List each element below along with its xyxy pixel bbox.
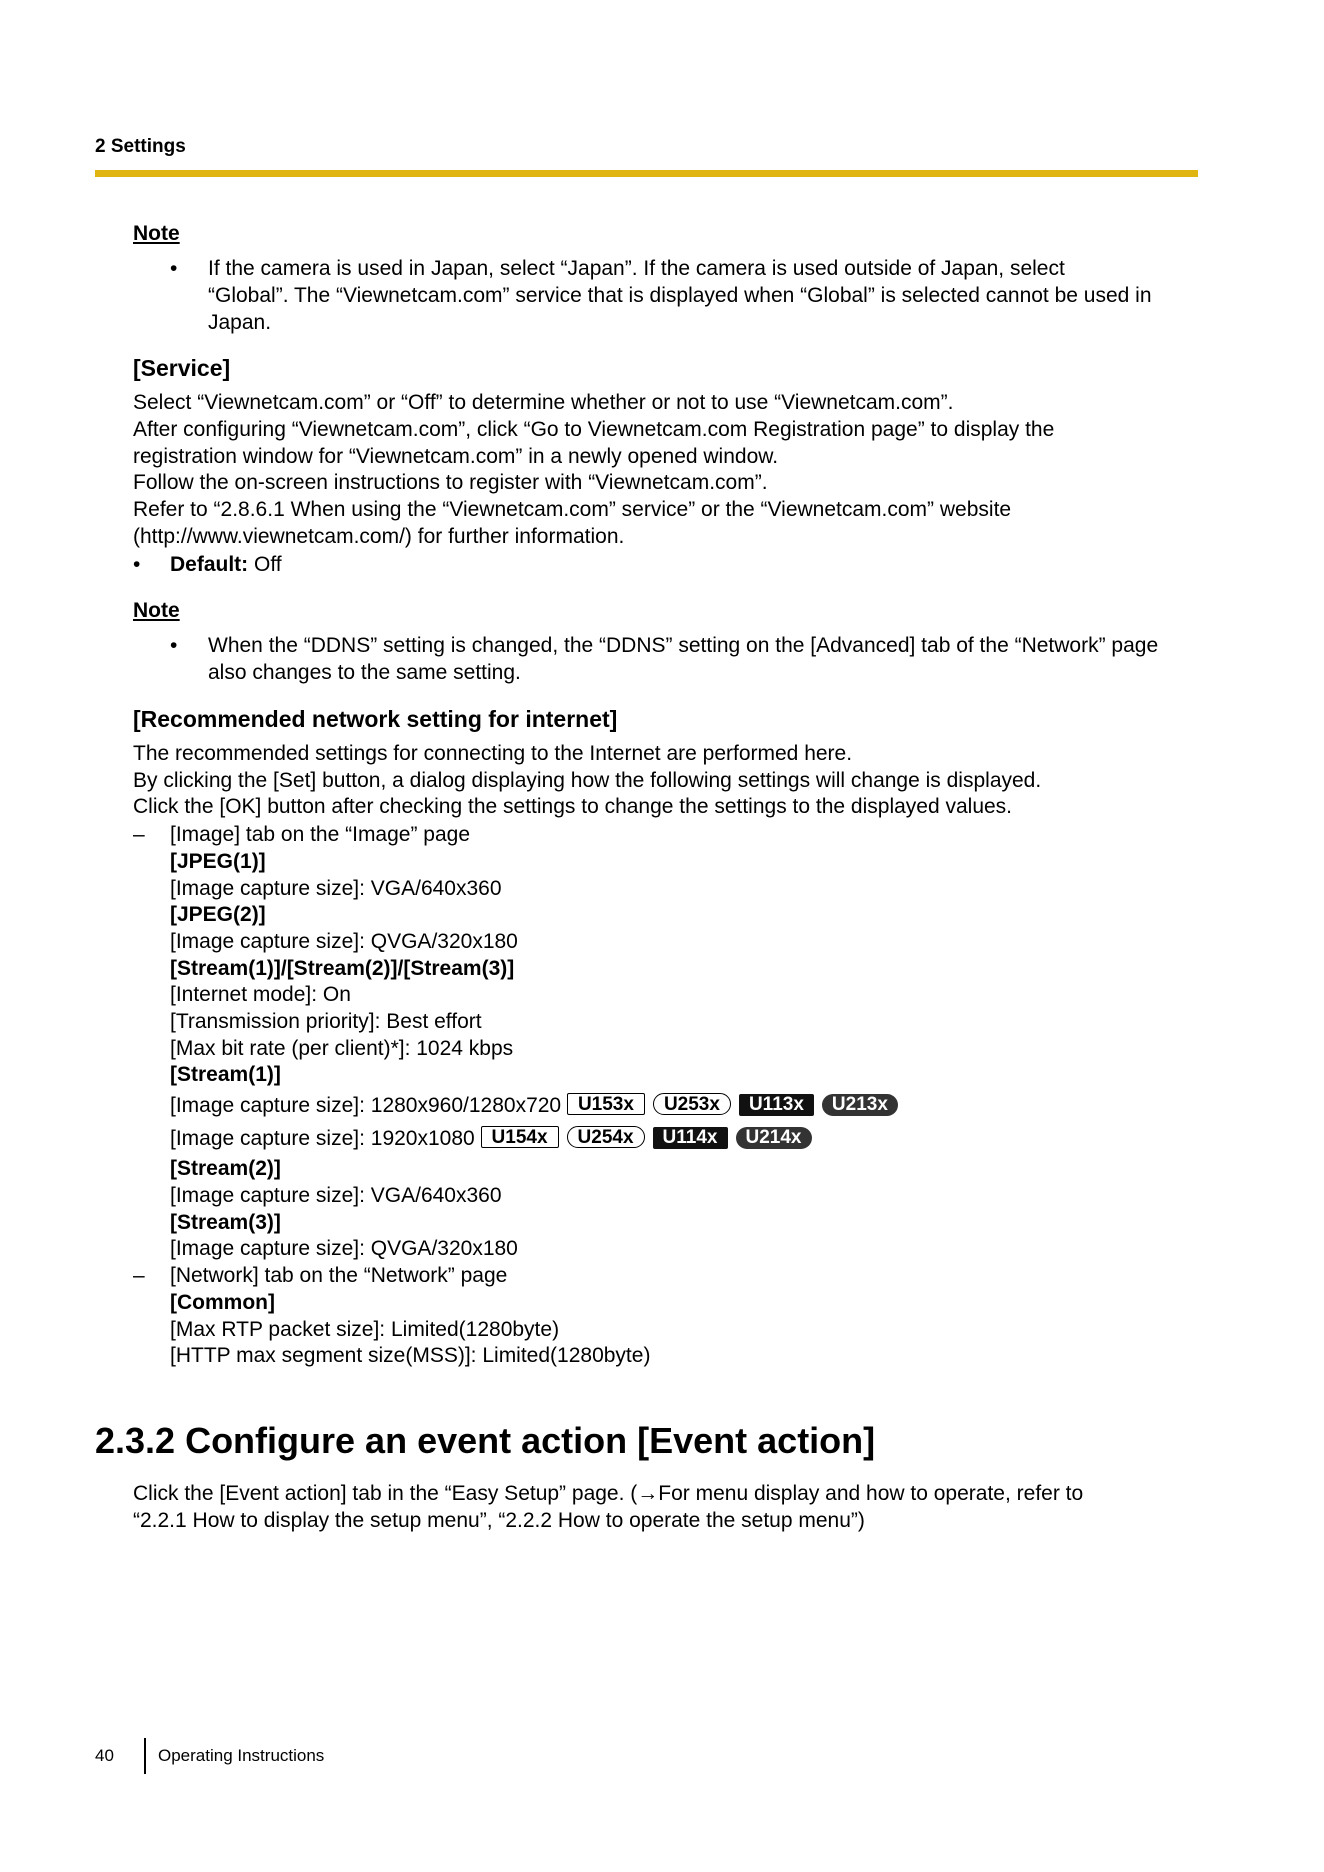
bullet-icon: • [170, 634, 178, 657]
chapter-header: 2 Settings [95, 136, 186, 157]
note-text: also changes to the same setting. [208, 661, 521, 684]
body-text: Refer to “2.8.6.1 When using the “Viewnetcam.com” service” or the “Viewnetcam.com” website [133, 498, 1012, 521]
setting-line: [HTTP max segment size(MSS)]: Limited(1280byte) [170, 1344, 651, 1367]
setting-line: [Image capture size]: 1920x1080 [170, 1127, 475, 1150]
section-heading: [Service] [133, 355, 231, 381]
footer-title: Operating Instructions [158, 1746, 325, 1765]
note-heading: Note [133, 599, 180, 622]
list-item: [Image] tab on the “Image” page [170, 823, 471, 846]
setting-line: [Transmission priority]: Best effort [170, 1010, 482, 1033]
body-text: Follow the on-screen instructions to register with “Viewnetcam.com”. [133, 471, 768, 494]
bullet-icon: • [133, 553, 141, 576]
body-text: Select “Viewnetcam.com” or “Off” to determine whether or not to use “Viewnetcam.com”. [133, 391, 954, 414]
page-number: 40 [95, 1746, 114, 1765]
setting-line: [Internet mode]: On [170, 983, 351, 1006]
setting-group: [Stream(1)]/[Stream(2)]/[Stream(3)] [170, 957, 515, 980]
setting-line-with-models [170, 1125, 820, 1152]
setting-line: [Image capture size]: VGA/640x360 [170, 1184, 502, 1207]
body-text: The recommended settings for connecting to the Internet are performed here. [133, 742, 853, 765]
body-text: Click the [Event action] tab in the “Easy Setup” page. (→For menu display and how to operate, refer to [133, 1482, 1084, 1505]
setting-line: [Image capture size]: QVGA/320x180 [170, 1237, 518, 1260]
note-text: “Global”. The “Viewnetcam.com” service that is displayed when “Global” is selected cannot be used in [208, 284, 1152, 307]
body-text: By clicking the [Set] button, a dialog displaying how the following settings will change is displayed. [133, 769, 1042, 792]
section-title: 2.3.2 Configure an event action [Event action] [95, 1420, 876, 1461]
dash-icon: – [133, 1264, 145, 1287]
model-badge: U214x [736, 1127, 812, 1149]
setting-group: [Stream(2)] [170, 1157, 281, 1180]
setting-line: [Image capture size]: QVGA/320x180 [170, 930, 518, 953]
default-setting [170, 551, 282, 578]
body-text: Click the [OK] button after checking the settings to change the settings to the displayed values. [133, 795, 1013, 818]
model-badge: U253x [653, 1093, 731, 1115]
default-value: Off [254, 553, 282, 576]
model-badge: U153x [567, 1093, 645, 1115]
setting-line: [Max RTP packet size]: Limited(1280byte) [170, 1318, 560, 1341]
body-text: registration window for “Viewnetcam.com” in a newly opened window. [133, 445, 779, 468]
dash-icon: – [133, 823, 145, 846]
setting-group: [Common] [170, 1291, 275, 1314]
model-badge: U113x [739, 1094, 814, 1116]
body-text: “2.2.1 How to display the setup menu”, “2.2.2 How to operate the setup menu”) [133, 1509, 865, 1532]
list-item: [Network] tab on the “Network” page [170, 1264, 508, 1287]
body-text: After configuring “Viewnetcam.com”, click “Go to Viewnetcam.com Registration page” to display the [133, 418, 1055, 441]
note-text: When the “DDNS” setting is changed, the “DDNS” setting on the [Advanced] tab of the “Network” page [208, 634, 1159, 657]
setting-group: [Stream(3)] [170, 1211, 281, 1234]
model-badge: U154x [481, 1126, 559, 1148]
note-text: If the camera is used in Japan, select “Japan”. If the camera is used outside of Japan, select [208, 257, 1065, 280]
bullet-icon: • [170, 257, 178, 280]
setting-group: [JPEG(2)] [170, 903, 266, 926]
model-badge: U213x [822, 1094, 898, 1116]
body-text: (http://www.viewnetcam.com/) for further information. [133, 525, 625, 548]
setting-line: [Max bit rate (per client)*]: 1024 kbps [170, 1037, 514, 1060]
setting-group: [JPEG(1)] [170, 850, 266, 873]
header-rule [95, 170, 1198, 177]
section-heading: [Recommended network setting for internet] [133, 706, 618, 732]
setting-line: [Image capture size]: VGA/640x360 [170, 877, 502, 900]
default-label: Default: [170, 553, 249, 576]
footer-divider [144, 1738, 146, 1774]
setting-line-with-models [170, 1092, 906, 1119]
note-heading: Note [133, 222, 180, 245]
setting-group: [Stream(1)] [170, 1063, 281, 1086]
model-badge: U254x [567, 1126, 645, 1148]
setting-line: [Image capture size]: 1280x960/1280x720 [170, 1094, 562, 1117]
model-badge: U114x [653, 1127, 728, 1149]
note-text: Japan. [208, 311, 272, 334]
